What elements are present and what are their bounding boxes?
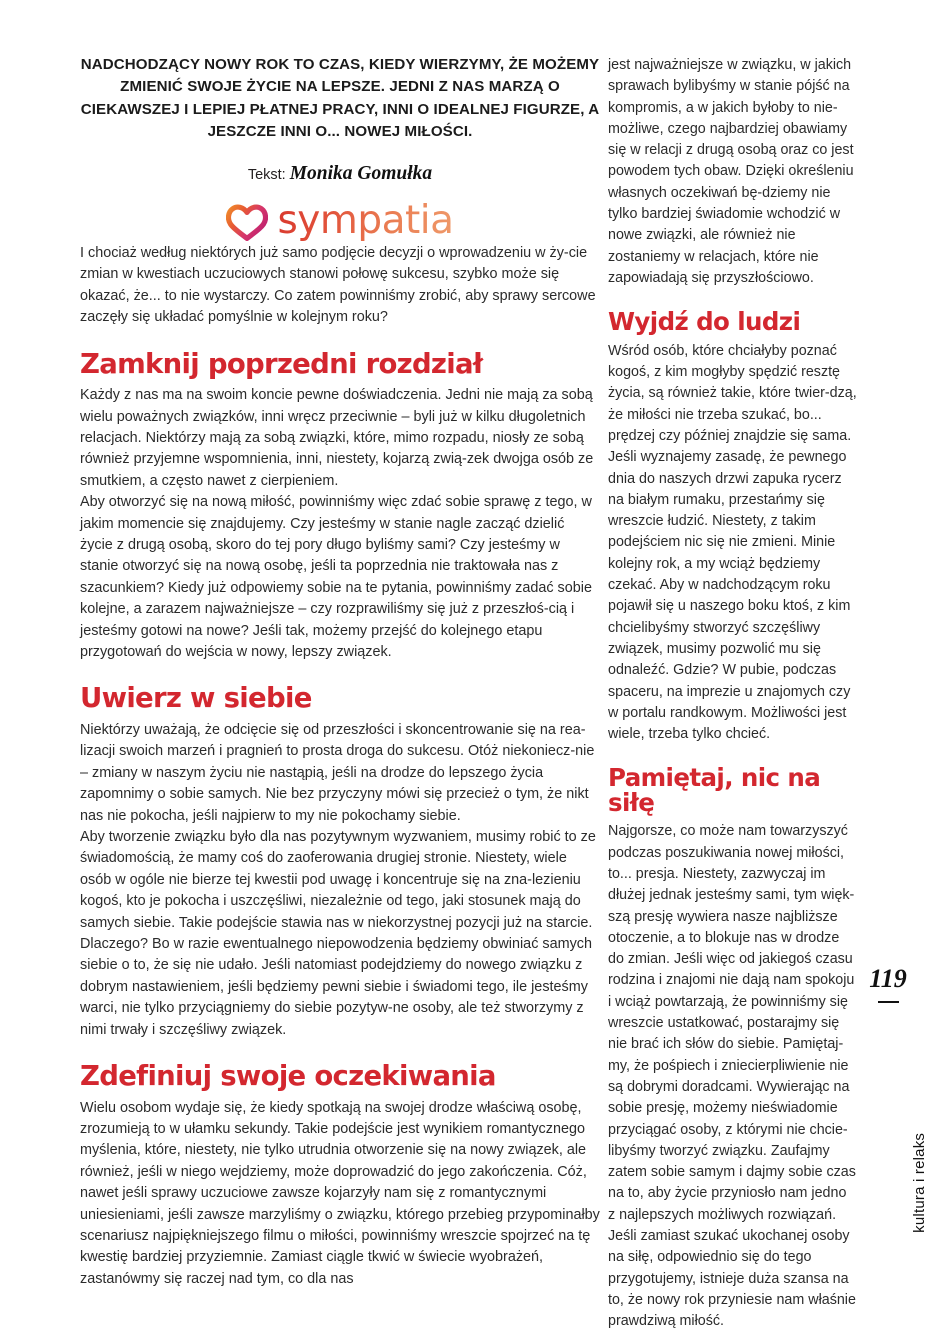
continuation-paragraph: jest najważniejsze w związku, w jakich sprawach bylibyśmy w stanie pójść na kompromis, a w jakich byłoby to nie-możliwe, czego najbardziej obawiamy się w relacji z drugą osobą oraz co jest powodem tych obaw. Dzięki określeniu własnych oczekiwań bę-dziemy nie tylko bardziej świadomie wchodzić w nowe związki, ale również nie zostaniemy w relacjach, które nie zapowiadają się przyszłościowo. [608, 57, 854, 286]
byline-label: Tekst: [247, 166, 286, 183]
article-lead [80, 54, 600, 245]
paragraph: Każdy z nas ma na swoim koncie pewne doświadczenia. Jedni nie mają za sobą wielu poważnych związków, inni wręcz przeciwnie – byli już w kilku długoletnich relacjach. Niektórzy mają za sobą związki, które, mimo rozpadu, niosły ze sobą również przyjemne wspomnienia, inni, niestety, kojarzą zwią-zek dwojga osób ze smutkiem, a często nawet z cierpieniem. [80, 387, 594, 489]
section-heading-zdefiniuj-swoje-oczekiwania: Zdefiniuj swoje oczekiwania [80, 1060, 496, 1092]
section-label: kultura i relaks [911, 1132, 928, 1233]
section-heading-zamknij-poprzedni-rozdzial: Zamknij poprzedni rozdział [80, 347, 483, 380]
intro-paragraph: I chociaż według niektórych już samo podjęcie decyzji o wprowadzeniu w ży-cie zmian w kwestiach uczuciowych stanowi połowę sukcesu, szybko może się okazać, że... to nie wystarczy. Co zatem powinniśmy zrobić, aby sprawy sercowe zaczęły się układać pomyślnie w kolejnym roku? [80, 245, 596, 326]
paragraph: Aby tworzenie związku było dla nas pozytywnym wyzwaniem, musimy robić to ze świadomością, że mamy coś do zaoferowania drugiej stronie. Niestety, wiele osób w ogóle nie bierze tej kwestii pod uwagę i koncentruje się na zna-lezieniu kogoś, kto je pokocha i uszczęśliwi, niezależnie od tego, jaki stosunek mają do samych siebie. Takie podejście stawia nas w niekorzystnej pozycji już na starcie. Dlaczego? Bo w razie ewentualnego niepowodzenia będziemy obwiniać samych siebie o to, że się nie udało. Jeśli natomiast podejdziemy do nowego związku z dobrym nastawieniem, jeśli będziemy pewni siebie i świadomi tego, ile jesteśmy warci, nie tylko przyciągniemy do siebie pozytyw-ne osoby, ale też stworzymy z nimi trwały i szczęśliwy związek. [80, 828, 596, 1038]
paragraph: Wśród osób, które chciałyby poznać kogoś, z kim mogłyby spędzić resztę życia, są również takie, które twier-dzą, że miłości nie trzeba szukać, bo... prędzej czy później znajdzie się sama. Jeśli wyznajemy zasadę, że pewnego dnia do naszych drzwi zapuka rycerz na białym rumaku, przestańmy się wreszcie łudzić. Niestety, z takim podejściem nic się nie zmieni. Minie kolejny rok, a my wciąż będziemy czekać. Aby w nadchodzącym roku pojawił się u naszego boku ktoś, z kim chcielibyśmy stworzyć szczęśliwy związek, musimy pozwolić mu się odnaleźć. Gdzie? W pubie, podczas spaceru, na imprezie u znajomych czy w portalu randkowym. Możliwości jest wiele, trzeba tylko chcieć. [608, 342, 857, 743]
heart-icon [226, 203, 268, 241]
section-heading-pamietaj-nic-na-sile: Pamiętaj, nic na siłę [608, 763, 821, 817]
folio-divider [878, 1001, 899, 1003]
byline [80, 164, 600, 184]
standfirst: NADCHODZĄCY NOWY ROK TO CZAS, KIEDY WIERZYMY, ŻE MOŻEMY ZMIENIĆ SWOJE ŻYCIE NA LEPSZE. JEDNI Z NAS MARZĄ O CIEKAWSZEJ I LEPIEJ PŁATNEJ PRACY, INNI O IDEALNEJ FIGURZE, A JESZCZE INNI O... NOWEJ MIŁOŚCI. [80, 56, 600, 141]
paragraph: Wielu osobom wydaje się, że kiedy spotkają na swojej drodze właściwą osobę, zrozumieją to w ułamku sekundy. Takie podejście jest wynikiem romantycznego myślenia, które, niestety, nie tylko utrudnia otworzenie się na nowy związek, ale również, jeśli w niego wejdziemy, może doprowadzić do jego zakończenia. Cóż, nawet jeśli sprawy uczuciowe zawsze kojarzyły nam się z romantycznymi uniesieniami, jeśli zawsze marzyliśmy o związku, którego przebieg przypominałby scenariusz najpiękniejszego filmu o miłości, powinniśmy wreszcie spojrzeć na tę kwestię bardziej przyziemnie. Zamiast ciągle tkwić w świecie wyobrażeń, zastanówmy się raczej nad tym, co dla nas [80, 1099, 600, 1287]
paragraph: Niektórzy uważają, że odcięcie się od przeszłości i skoncentrowanie się na rea-lizacji swoich marzeń i pragnień to prosta droga do sukcesu. Otóż niekoniecz-nie – zmiany w naszym życiu nie nastąpią, jeśli na drodze do lepszego życia zapomnimy o sobie samych. Nie bez przyczyny mówi się przecież o tym, że nikt nas nie pokocha, jeśli najpierw to my nie pokochamy siebie. [80, 721, 595, 824]
left-column [80, 243, 600, 1290]
paragraph: Aby otworzyć się na nową miłość, powinniśmy więc zdać sobie sprawę z tego, w jakim momencie się znajdujemy. Czy jesteśmy w stanie nagle zacząć dzielić życie z drugą osobą, skoro do tej pory długo byliśmy sami? Czy jesteśmy w stanie otworzyć się na nową osobę, jeśli ta poprzednia nie traktowała nas z szacunkiem? Kiedy już odpowiemy sobie na te pytania, powinniśmy zadać sobie kolejne, a zarazem najważniejsze – czy rozprawiliśmy się już z przeszłoś-cią i jesteśmy gotowi na nowe? Jeśli tak, możemy przejść do kolejnego etapu przygotowań do wejścia w nowy, lepszy związek. [80, 494, 592, 660]
right-column [608, 55, 857, 1333]
section-heading-wyjdz-do-ludzi: Wyjdź do ludzi [608, 307, 801, 337]
sympatia-logo [80, 199, 600, 245]
paragraph: Najgorsze, co może nam towarzyszyć podczas poszukiwania nowej miłości, to... presja. Niestety, zazwyczaj im dłużej jednak jesteśmy sami, tym więk-szą presję wywiera nasze najbliższe otoczenie, a to blokuje nas w drodze do zmian. Jeśli więc od jakiegoś czasu rodzina i znajomi nie dają nam spokoju i wciąż powtarzają, że powinniśmy się wreszcie ustatkować, postarajmy się nie brać ich słów do siebie. Pamiętaj-my, że pośpiech i zniecierpliwienie nie są dobrymi doradcami. Wywierając na sobie presję, możemy nieświadomie przyciągać osoby, z którymi nie chcie-libyśmy tworzyć związku. Zaufajmy zatem sobie samym i dajmy sobie czas na to, aby życie przyniosło nam jedno z najlepszych możliwych rozwiązań. Jeśli zamiast szukać ukochanej osoby na siłę, odpowiednio się do tego przygotujemy, istnieje duża szansa na to, że nowy rok przyniesie nam właśnie prawdziwą miłość. [608, 823, 856, 1330]
byline-author: Monika Gomułka [289, 162, 433, 184]
sympatia-wordmark: sympatia [277, 197, 454, 243]
page-number: 119 [869, 964, 907, 993]
folio [859, 966, 917, 1003]
section-heading-uwierz-w-siebie: Uwierz w siebie [80, 682, 312, 715]
